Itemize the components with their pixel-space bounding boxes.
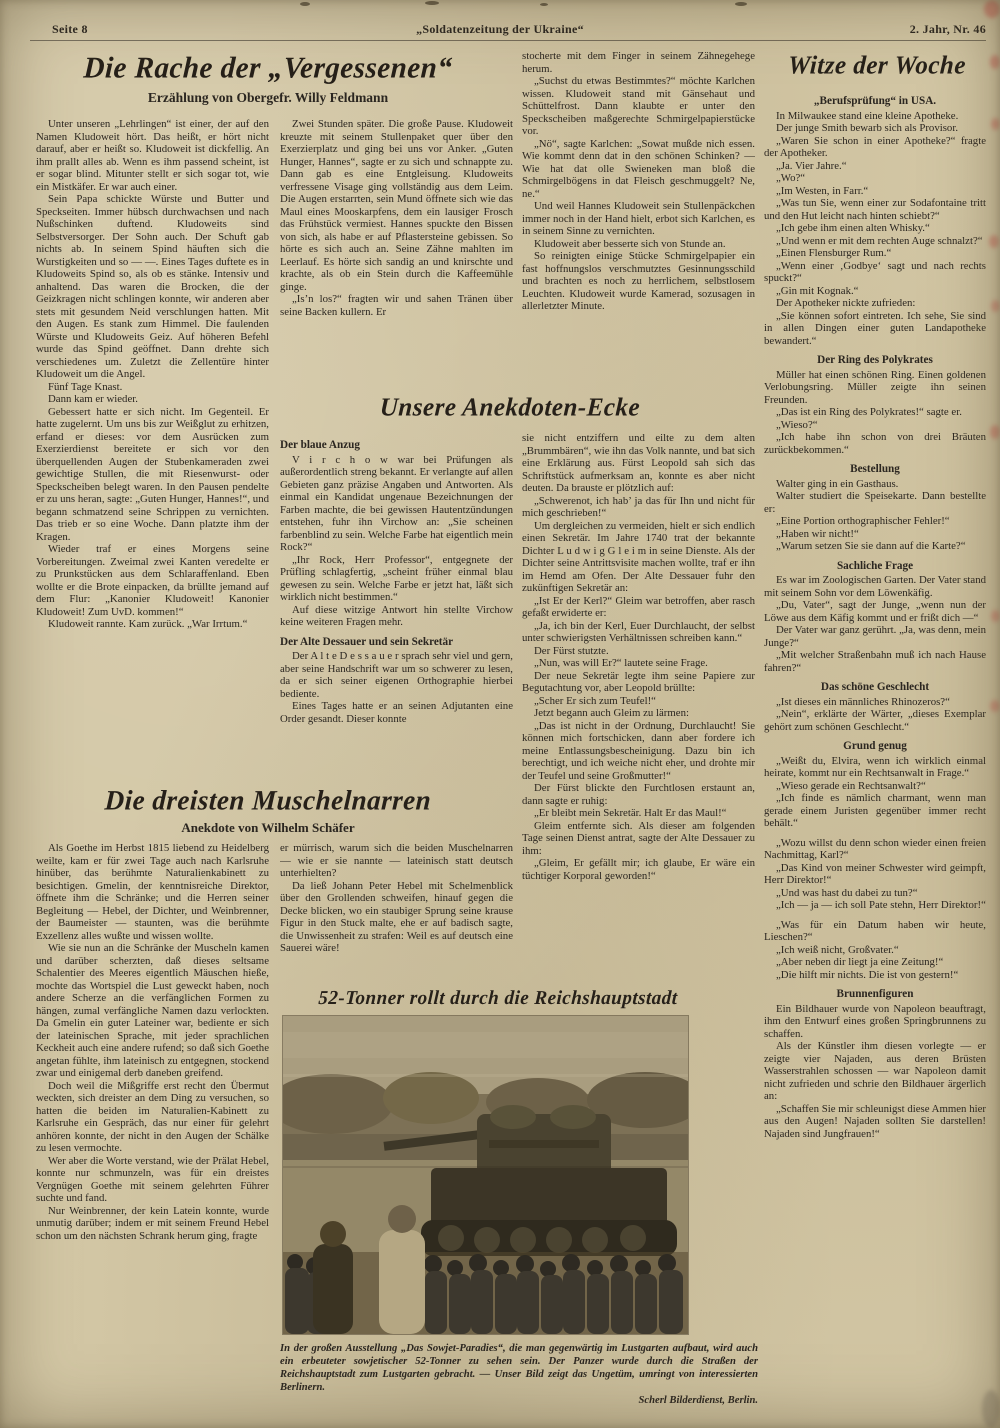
tank-photo-illustration — [283, 1016, 688, 1334]
subheading: „Berufsprüfung“ in USA. — [813, 95, 937, 107]
paragraph: „Eine Portion orthographischer Fehler!“ — [776, 515, 950, 527]
paragraph: „Einen Flensburger Rum.“ — [776, 247, 892, 259]
anekdoten-column-right — [522, 432, 755, 986]
paragraph: „Gin mit Kognak.“ — [776, 284, 859, 297]
paragraph: „Haben wir nicht!“ — [776, 527, 859, 540]
paragraph: „Ich weiß nicht, Großvater.“ — [776, 943, 899, 956]
paragraph: „Ihr Rock, Herr Professor“, entgegnete der Prüfling schlagfertig, „scheint früher einmal blau gewesen zu sein. Welche Farbe er jetzt hat, läßt sich wirklich nicht bestimmen.“ — [280, 553, 513, 603]
paragraph: „Wo?“ — [776, 172, 806, 184]
scan-smudge — [989, 235, 999, 248]
paragraph: Kludoweit aber besserte sich von Stunde an. — [534, 237, 726, 250]
scan-smudge — [990, 425, 1000, 439]
paragraph: Sein Papa schickte Würste und Butter und Speckseiten. Immer hübsch durchwachsen und nach Nußschinken duftend. Kludoweits sind Selbstversorger. Der Sohn auch. Der Schuft gab nichts ab. In seinem Spind häuften sich die Wurstigkeiten und so — —. Eines Tages duftete es in Kludoweits Spind so, als ob es stänke. Intensiv und anhaltend. Das waren die Brocken, die der Geizkragen nicht schlingen konnte, wir anderen aber stets mit gesundem Neid verschlungen hatten. Mit den Augen. Es stank zum Himmel. Die faulenden Würste und Kludoweits Geiz. Auf höheren Befehl wurde das Spind geöffnet. Dann drehte sich verschiedenes um. Zuletzt die Zellentüre hinter Kludoweit um die Angel. — [36, 193, 269, 380]
scan-speck — [300, 2, 310, 6]
rache-column-2 — [280, 118, 513, 390]
paragraph: V i r c h o w war bei Prüfungen als außerordentlich streng bekannt. Er verlangte auf allen Gebieten ganz präzise Angaben und Antworten. Als einmal ein Kandidat ungenaue Bezeichnungen der Farben machte, die bei gewissen Hautentzündungen entstehen, fuhr ihn Virchow an: „Sie scheinen farbenblind zu sein. Welche Farbe hat eigentlich mein Rock?“ — [280, 453, 513, 553]
tank-photo — [283, 1016, 688, 1334]
paragraph: „Was für ein Datum haben wir heute, Lieschen?“ — [764, 918, 986, 943]
paragraph: Um dergleichen zu vermeiden, hielt er sich endlich einen Sekretär. Im Jahre 1740 trat der bekannte Dichter L u d w i g G l e i m in seine Dienste. Als der Dichter seine Antrittsvisite machen wollte, traf er ihn im Hemd am Ofen. Der Alte Dessauer fuhr den zukünftigen Sekretär an: — [522, 519, 755, 594]
paragraph: „Is’n los?“ fragten wir und sahen Tränen über seine Backen kullern. Er — [280, 293, 513, 318]
header-divider — [30, 40, 986, 41]
paragraph: „Das Kind von meiner Schwester wird geimpft, Herr Direktor!“ — [764, 861, 986, 886]
paragraph: Walter ging in ein Gasthaus. — [776, 477, 899, 490]
paragraph: Wie sie nun an die Schränke der Muscheln kamen und darüber scherzten, daß dieses seltsame Schalentier des Meeres eigentlich Mäuschen hieße, mochte das Wortspiel die Lust geweckt haben, noch andere Scherze an die verfänglichen Formen zu hängen, zumal verfängliche Namen dazu verlockten. Da Gmelin ein guter Lateiner war, bediente er sich der lateinischen Sprache, mit jeder sprachlichen Keckheit auch eine andere rufend; so daß sich Goethe angetan fühlte, ihm lateinisch zu entgegnen, stockend zwar und einigemal derb daneben greifend. — [36, 942, 269, 1079]
paragraph: „Ist dieses ein männliches Rhinozeros?“ — [776, 695, 950, 708]
paragraph: Der Vater war ganz gerührt. „Ja, was denn, mein Junge?“ — [764, 624, 986, 649]
subheading: Bestellung — [850, 463, 900, 475]
paragraph: „Und was hast du dabei zu tun?“ — [776, 886, 918, 899]
paragraph: Und weil Hannes Kludoweit sein Stullenpäckchen immer noch in der Hand hielt, erbot sich Karlchen, es in seinem Sinne zu vernichten. — [522, 200, 755, 237]
paragraph: „Wenn einer ‚Godbye‘ sagt und nach rechts spuckt?“ — [764, 259, 986, 284]
subheading: Sachliche Frage — [836, 559, 914, 572]
scan-smudge — [991, 118, 1000, 130]
paragraph: So reinigten einige Stücke Schmirgelpapier ein fast hoffnungslos verschmutztes Gesinnungsschild und brachten es noch zu herrlichem, selbstlosem Leuchten. Kludoweit wurde Kamerad, sozusagen in allerletzter Minute. — [522, 250, 755, 312]
subheading: Brunnenfiguren — [836, 988, 914, 1000]
paragraph: „Du, Vater“, sagt der Junge, „wenn nun der Löwe aus dem Käfig kommt und er frißt dich —“ — [764, 599, 986, 624]
paragraph: „Sie können sofort eintreten. Ich sehe, Sie sind in allen Dingen einer guten Landapotheke bewandert.“ — [764, 309, 986, 347]
header-issue-info: 2. Jahr, Nr. 46 — [909, 22, 986, 36]
paragraph: Fünf Tage Knast. — [48, 380, 123, 393]
paragraph: „Das ist ein Ring des Polykrates!“ sagte er. — [776, 406, 962, 418]
paragraph: Ein Bildhauer wurde von Napoleon beauftragt, ihm den Entwurf eines großen Springbrunnens zu schaffen. — [764, 1002, 986, 1040]
paragraph: Als Goethe im Herbst 1815 liebend zu Heidelberg weilte, kam er für zwei Tage auch nach Karlsruhe hinüber, das berühmte Naturalienkabinett zu besichtigen. Gmelin, der kenntnisreiche Direktor, öffnete ihm die Schränke; und die Herren seiner Begleitung — Hebel, der Dichter, und Weinbrenner, der Baumeister — staunten, was die berühmte Exzellenz alles wußte und wissen wollte. — [36, 842, 269, 942]
paragraph: „Schwerenot, ich hab’ ja das für Ihn und nicht für mich geschrieben!“ — [522, 494, 755, 519]
paragraph: „Das ist nicht in der Ordnung, Durchlaucht! Sie können mich fortschicken, dann aber fordere ich meine Entlassungsbescheinigung. Dazu bin ich berechtigt, und ich weiche nicht eher, und drohte mir der Teufel und seine Großmutter!“ — [522, 719, 755, 782]
paragraph: „Ich gebe ihm einen alten Whisky.“ — [776, 222, 930, 234]
rache-byline: Erzählung von Obergefr. Willy Feldmann — [147, 90, 389, 105]
paragraph: „Wieso?“ — [776, 418, 818, 431]
paragraph: Müller hat einen schönen Ring. Einen goldenen Verlobungsring. Müller zeigte ihn seinen Freunden. — [764, 368, 986, 406]
paragraph: Der Fürst blickte den Furchtlosen erstaunt an, dann sagte er ruhig: — [522, 782, 755, 807]
paragraph: Unter unseren „Lehrlingen“ ist einer, der auf den Namen Kludoweit hört. Das heißt, er hört nicht darauf, aber er heißt so. Kludoweit ist dickfellig. An ihm prallt alles ab. Wenn es ihm passend scheint, ist er sogar blind. Mitunter stellt er sich sogar tot, wie ein Mistkäfer. Er war auch einer. — [36, 118, 269, 193]
paragraph: Zwei Stunden später. Die große Pause. Kludoweit kreuzte mit seinem Stullenpaket quer über den Exerzierplatz und ging bei uns vor Anker. „Guten Hunger, Hannes“, sagte er zu sich und schnappte zu. Dann gab es eine Entgleisung. Kludoweits verfressene Visage ging vollständig aus dem Leim. Die Augen erstarrten, sein Mund öffnete sich wie das Maul eines Mooskarpfens, dem ein lausiger Frosch das Frühstück vermiest. Hannes spuckte den Bissen von sich, als habe er auf Pflastersteine gebissen. So hörte es sich auch an. Seine Zähne mahlten im Leerlauf. Es hörte sich sandig an und knirschte und krachte, als ob ein Stein durch die Kaffeemühle ginge. — [280, 118, 513, 293]
tonner-headline: 52-Tonner rollt durch die Reichshauptstadt — [317, 987, 679, 1010]
paragraph: „Ich — ja — ich soll Pate stehn, Herr Direktor!“ — [776, 899, 986, 911]
paragraph: Wer aber die Worte verstand, wie der Prälat Hebel, konnte nur schmunzeln, was für ein dreistes Vergnügen Goethe mit seinem gelehrten Führer suchte und fand. — [36, 1154, 269, 1204]
scan-speck — [425, 1, 439, 5]
subheading: Der Alte Dessauer und sein Sekretär — [280, 635, 454, 648]
paragraph: „Und wenn er mit dem rechten Auge schnalzt?“ — [776, 234, 983, 247]
anekdoten-headline: Unsere Anekdoten-Ecke — [379, 393, 641, 422]
subheading: Grund genug — [843, 740, 907, 752]
scan-smudge — [984, 0, 1000, 18]
paragraph: „Waren Sie schon in einer Apotheke?“ fragte der Apotheker. — [764, 134, 986, 159]
scan-smudge — [991, 300, 1000, 312]
rache-column-1 — [36, 118, 269, 778]
paragraph: „Wozu willst du denn schon wieder einen freien Nachmittag, Karl?“ — [764, 836, 986, 861]
scan-speck — [540, 3, 548, 6]
paragraph: „Ich finde es nämlich charmant, wenn man gerade einem Juristen gegenüber immer recht behält.“ — [764, 792, 986, 829]
paragraph: stocherte mit dem Finger in seinem Zähnegehege herum. — [522, 50, 755, 75]
paragraph: Kludoweit rannte. Kam zurück. „War Irrtum.“ — [48, 618, 248, 630]
paragraph: „Schaffen Sie mir schleunigst diese Ammen hier aus den Augen! Najaden sollten Sie darstellen! Najaden sind Jungfrauen!“ — [764, 1102, 986, 1140]
paragraph: Da ließ Johann Peter Hebel mit Schelmenblick über den Grollenden schweifen, hinauf gegen die Decke blicken, wo ein staubiger Sprung seine krause Figur in den Stuck malte, ehe er auf badisch sagte, die Unwissenheit zu strafen: Weil es auf deutsch eine Sauerei wäre! — [280, 879, 513, 954]
paragraph: „Ja, ich bin der Kerl, Euer Durchlaucht, der selbst unter schwierigsten Verhältnissen schreiben kann.“ — [522, 619, 755, 644]
paragraph: Doch weil die Mißgriffe erst recht den Übermut weckten, sich dreister an dem Ding zu versuchen, so hatten die beiden im Naturalien-Kabinett zu Karlsruhe ein Gespräch, das nur einer für gelehrt anhören konnte, der nicht in den Augen der Schälke zu lesen vermochte. — [36, 1079, 269, 1154]
muschelnarren-column-1 — [36, 842, 269, 1406]
paragraph: Dann kam er wieder. — [48, 393, 138, 405]
paragraph: Der Apotheker nickte zufrieden: — [776, 297, 916, 309]
paragraph: „Aber neben dir liegt ja eine Zeitung!“ — [776, 956, 944, 968]
paragraph: Gebessert hatte er sich nicht. Im Gegenteil. Er hatte zugelernt. Um uns bis zur Weißglut zu erhitzen, erfand er dieses: vor dem Ausrücken zum Exerzierdienst bereitete er sich vor den überquellenden Augen der Stubenkameraden zwei gewichtige Stullen, die mit Riesenwurst- oder Speckscheiben belegt waren. In den Pausen pendelte er zu uns heran, sagte: „Guten Hunger, Hannes!“, und begann schmatzend seine Schrippen zu vernichten. Das trieb er so eine Woche. Dann platzte ihm der Kragen. — [36, 405, 269, 543]
muschelnarren-byline: Anekdote von Wilhelm Schäfer — [181, 820, 355, 835]
paragraph: „Mit welcher Straßenbahn muß ich nach Hause fahren?“ — [764, 649, 986, 674]
header-newspaper-title: „Soldatenzeitung der Ukraine“ — [416, 22, 584, 36]
paragraph: „Suchst du etwas Bestimmtes?“ möchte Karlchen wissen. Kludoweit stand mit Gänsehaut und Schüttelfrost. Dann klaubte er unter den Speckscheiben maßgerechte Schmirgelpapierstücke vor. — [522, 75, 755, 137]
tonner-credit: Scherl Bilderdienst, Berlin. — [638, 1395, 758, 1406]
scan-speck — [735, 2, 747, 6]
paragraph: „Nun, was will Er?“ lautete seine Frage. — [534, 657, 708, 669]
paragraph: Als der Künstler ihm diesen vorlegte — er zeigte vier Najaden, aus deren Brüsten Wasserstrahlen schossen — war Napoleon damit nicht zufrieden und schrie den Bildhauer ärgerlich an: — [764, 1040, 986, 1102]
paragraph: Der A l t e D e s s a u e r sprach sehr viel und gern, aber seine Handschrift war um so schwerer zu lesen, da er sich seiner eigenen Orthographie hierbei bediente. — [280, 650, 513, 700]
paragraph: Der neue Sekretär legte ihm seine Papiere zur Begutachtung vor, aber Leopold brüllte: — [522, 669, 755, 694]
paragraph: „Er bleibt mein Sekretär. Halt Er das Maul!“ — [534, 807, 727, 819]
paragraph: Es war im Zoologischen Garten. Der Vater stand mit seinem Sohn vor dem Löwenkäfig. — [764, 574, 986, 599]
witze-column — [764, 88, 986, 1408]
paragraph: Der Fürst stutzte. — [534, 644, 609, 657]
muschelnarren-column-2 — [280, 842, 513, 988]
witze-headline: Witze der Woche — [787, 51, 967, 80]
paragraph: „Ja. Vier Jahre.“ — [776, 159, 847, 172]
scan-smudge — [991, 610, 1000, 622]
subheading: Der blaue Anzug — [280, 439, 360, 451]
paragraph: In Milwaukee stand eine kleine Apotheke. — [776, 109, 959, 122]
header-page-number: Seite 8 — [52, 22, 88, 36]
paragraph: „Nein“, erklärte der Wärter, „dieses Exemplar gehört zum schönen Geschlecht.“ — [764, 708, 986, 733]
paragraph: Gleim entfernte sich. Als dieser am folgenden Tage seinen Dienst antrat, sagte der Alte Dessauer zu ihm: — [522, 819, 755, 857]
rache-column-3 — [522, 50, 755, 390]
paragraph: „Gleim, Er gefällt mir; ich glaube, Er wäre ein tüchtiger Korporal geworden!“ — [522, 857, 755, 882]
paragraph: Wieder traf er eines Morgens seine Vorbereitungen. Zweimal zwei Kanten veredelte er zu Prunkstücken aus dem Schlaraffenland. Eben wollte er die Brote einpacken, da brüllte jemand auf dem Flur: „Kanonier Kludoweit! Kanonier Kludoweit! Zum UvD. kommen!“ — [36, 543, 269, 618]
paragraph: „Die hilft mir nichts. Die ist von gestern!“ — [776, 968, 959, 981]
subheading: Der Ring des Polykrates — [817, 354, 933, 366]
tonner-caption-block — [280, 1342, 758, 1406]
paragraph: „Im Westen, in Farr.“ — [776, 184, 869, 197]
paragraph: „Ich habe ihn schon von drei Bräuten zurückbekommen.“ — [764, 431, 986, 456]
muschelnarren-headline: Die dreisten Muschelnarren — [103, 784, 433, 816]
paragraph: „Nö“, sagte Karlchen: „Sowat mußde nich essen. Wie kommt denn dat in den schönen Schinken? — Wie hat dat olle Swieneken man bloß die Schmirgelbögens in dat Fleisch geschmuggelt? Ne, ne.“ — [522, 137, 755, 200]
paragraph: Walter studiert die Speisekarte. Dann bestellte er: — [764, 490, 986, 515]
paragraph: er mürrisch, warum sich die beiden Muschelnarren — wie er sie nannte — lateinisch statt deutsch unterhielten? — [280, 842, 513, 879]
paragraph: „Scher Er sich zum Teufel!“ — [534, 694, 656, 707]
paragraph: „Wieso gerade ein Rechtsanwalt?“ — [776, 779, 926, 792]
paragraph: „Ist Er der Kerl?“ Gleim war betroffen, aber rasch gefaßt erwiderte er: — [522, 594, 755, 619]
paragraph: Der junge Smith bewarb sich als Provisor. — [776, 122, 959, 134]
anekdoten-column-left — [280, 432, 513, 838]
paragraph: Jetzt begann auch Gleim zu lärmen: — [534, 707, 689, 719]
tonner-caption: In der großen Ausstellung „Das Sowjet-Paradies“, die man gegenwärtig im Lustgarten aufbaut, wird auch ein erbeuteter sowjetischer 52-Tonner zu sehen sein. Der Panzer wurde durch die Straßen der Reichshauptstadt zum Lustgarten gebracht. — Unser Bild zeigt das Ungetüm, umringt von interessierten Berlinern. — [280, 1343, 758, 1393]
paragraph: Auf diese witzige Antwort hin stellte Virchow keine weiteren Fragen mehr. — [280, 603, 513, 628]
paragraph: sie nicht entziffern und eilte zu dem alten „Brummbären“, wie ihn das Volk nannte, und bat sich eine Erklärung aus. Fürst Leopold sah sich das Schriftstück aufmerksam an, konnte es aber nicht deuten. Da brauste er plötzlich auf: — [522, 432, 755, 494]
scan-smudge — [990, 700, 1000, 712]
paragraph: „Was tun Sie, wenn einer zur Sodafontaine tritt und den Hut leicht nach hinten schiebt?“ — [764, 197, 986, 222]
paragraph: Eines Tages hatte er an seinen Adjutanten eine Order gesandt. Dieser konnte — [280, 700, 513, 725]
subheading: Das schöne Geschlecht — [820, 681, 930, 693]
rache-headline: Die Rache der „Vergessenen“ — [82, 51, 454, 85]
scan-smudge — [990, 55, 1000, 69]
paragraph: „Weißt du, Elvira, wenn ich wirklich einmal heirate, kommt nur ein Rechtsanwalt in Frage.“ — [764, 754, 986, 779]
paragraph: Nur Weinbrenner, der kein Latein konnte, wurde unmutig darüber; indem er mit seinem Freund Hebel schon um den nächsten Schrank herum ging, fragte — [36, 1204, 269, 1242]
paragraph: „Warum setzen Sie sie dann auf die Karte?“ — [776, 540, 966, 552]
